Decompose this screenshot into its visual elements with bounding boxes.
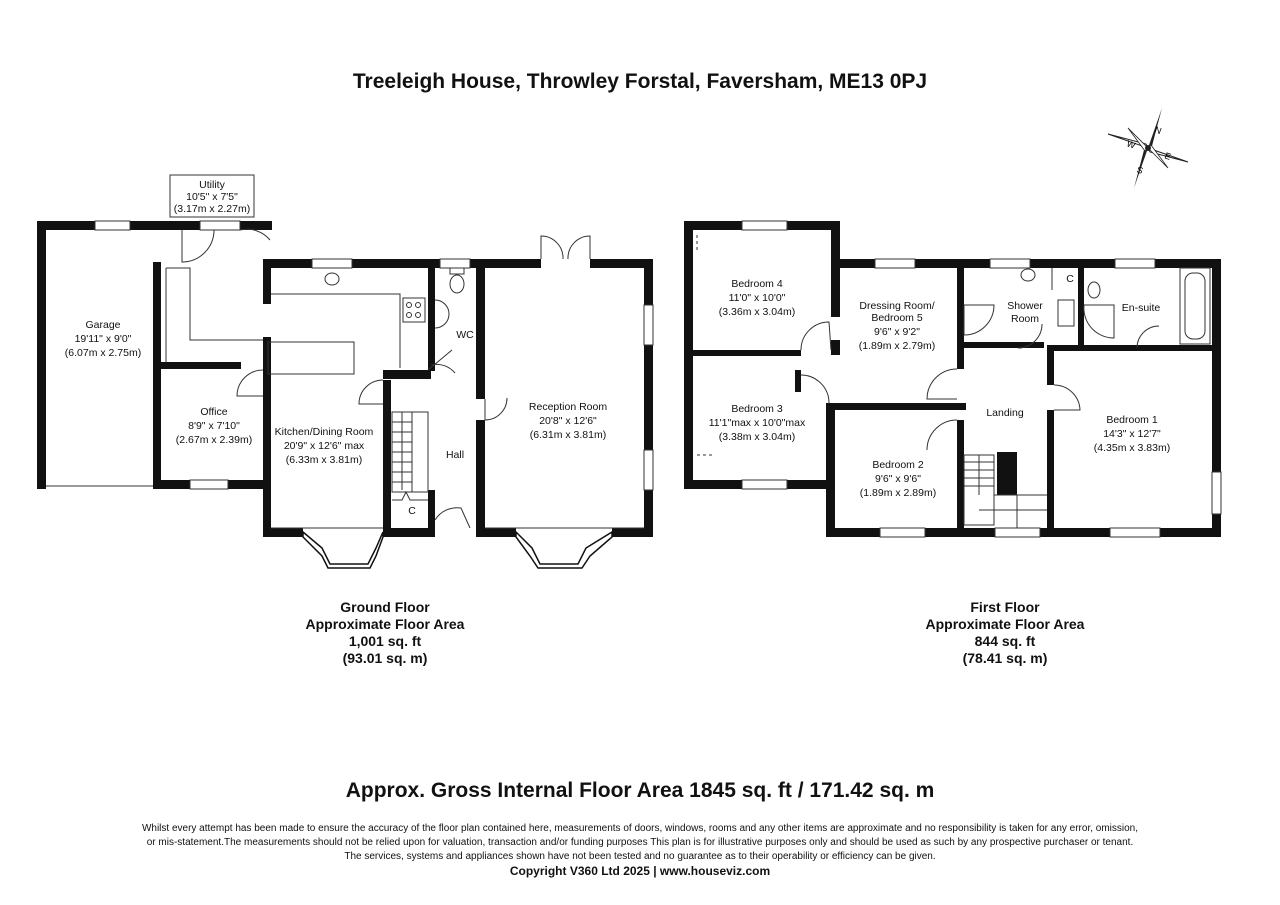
utility-imperial: 10'5" x 7'5" — [186, 191, 238, 203]
disclaimer-line-2: or mis-statement.The measurements should not be relied upon for valuation, transaction and/or funding purposes This plan is for illustrative purposes only and should be used as such by any prospective purchaser or tenant. — [146, 837, 1134, 848]
utility-metric: (3.17m x 2.27m) — [173, 203, 251, 215]
ground-floor-details — [46, 175, 653, 568]
gross-area: Approx. Gross Internal Floor Area 1845 sq. ft / 171.42 sq. m — [345, 779, 935, 802]
compass-icon — [1108, 108, 1188, 188]
hall-name: Hall — [445, 449, 465, 461]
disclaimer-line-3: The services, systems and appliances shown have not been tested and no guarantee as to their operability or efficiency can be given. — [344, 851, 936, 862]
dressing-name: Dressing Room/ — [859, 300, 935, 312]
kitchen-metric: (6.33m x 3.81m) — [285, 454, 363, 466]
first-floor-caption-2: Approximate Floor Area — [925, 616, 1085, 632]
bedroom2-name: Bedroom 2 — [872, 459, 924, 471]
compass-w: W — [1125, 138, 1137, 151]
bedroom3-metric: (3.38m x 3.04m) — [718, 431, 796, 443]
first-floor-caption-3: 844 sq. ft — [974, 633, 1036, 649]
landing-name: Landing — [986, 407, 1024, 419]
garage-imperial: 19'11" x 9'0" — [74, 333, 132, 345]
compass-e: E — [1163, 150, 1173, 162]
shower-name2: Room — [1010, 313, 1040, 325]
ensuite-name: En-suite — [1121, 302, 1161, 314]
garage-name: Garage — [85, 319, 121, 331]
bedroom4-metric: (3.36m x 3.04m) — [718, 306, 796, 318]
copyright: Copyright V360 Ltd 2025 | www.houseviz.com — [509, 864, 771, 878]
wc-name: WC — [456, 329, 474, 341]
office-metric: (2.67m x 2.39m) — [175, 434, 253, 446]
garage-metric: (6.07m x 2.75m) — [64, 347, 142, 359]
bedroom2-metric: (1.89m x 2.89m) — [859, 487, 937, 499]
first-floor-caption-4: (78.41 sq. m) — [962, 650, 1048, 666]
reception-metric: (6.31m x 3.81m) — [529, 429, 607, 441]
bedroom4-name: Bedroom 4 — [731, 278, 783, 290]
bedroom4-imperial: 11'0" x 10'0" — [728, 292, 786, 304]
bedroom1-metric: (4.35m x 3.83m) — [1093, 442, 1171, 454]
first-floor-caption — [875, 599, 1135, 667]
shower-name: Shower — [1007, 300, 1043, 312]
dressing-name2: Bedroom 5 — [871, 312, 923, 324]
ground-floor-caption — [255, 599, 515, 667]
office-name: Office — [200, 406, 228, 418]
bedroom1-name: Bedroom 1 — [1106, 414, 1158, 426]
compass-s: S — [1135, 164, 1145, 176]
bedroom1-imperial: 14'3" x 12'7" — [1103, 428, 1161, 440]
ground-floor-caption-2: Approximate Floor Area — [305, 616, 465, 632]
ground-floor-caption-4: (93.01 sq. m) — [342, 650, 428, 666]
ff-cupboard-name: C — [1066, 273, 1074, 285]
dressing-metric: (1.89m x 2.79m) — [858, 340, 936, 352]
office-imperial: 8'9" x 7'10" — [188, 420, 240, 432]
bedroom3-name: Bedroom 3 — [731, 403, 783, 415]
utility-name: Utility — [199, 179, 225, 191]
gf-cupboard-name: C — [408, 505, 416, 517]
kitchen-imperial: 20'9" x 12'6" max — [283, 440, 365, 452]
kitchen-name: Kitchen/Dining Room — [274, 426, 374, 438]
ground-floor-caption-3: 1,001 sq. ft — [348, 633, 422, 649]
first-floor-caption-1: First Floor — [970, 599, 1040, 615]
disclaimer — [60, 822, 1220, 864]
page-title: Treeleigh House, Throwley Forstal, Faversham, ME13 0PJ — [352, 70, 928, 93]
compass-n: N — [1153, 124, 1163, 137]
bedroom2-imperial: 9'6" x 9'6" — [875, 473, 921, 485]
reception-imperial: 20'8" x 12'6" — [539, 415, 597, 427]
disclaimer-line-1: Whilst every attempt has been made to ensure the accuracy of the floor plan contained here, measurements of doors, windows, rooms and any other items are approximate and no responsibility is taken for any error, omission, — [141, 823, 1139, 834]
reception-name: Reception Room — [528, 401, 608, 413]
ground-floor-caption-1: Ground Floor — [340, 599, 430, 615]
bedroom3-imperial: 11'1"max x 10'0"max — [708, 417, 806, 429]
dressing-imperial: 9'6" x 9'2" — [874, 326, 920, 338]
